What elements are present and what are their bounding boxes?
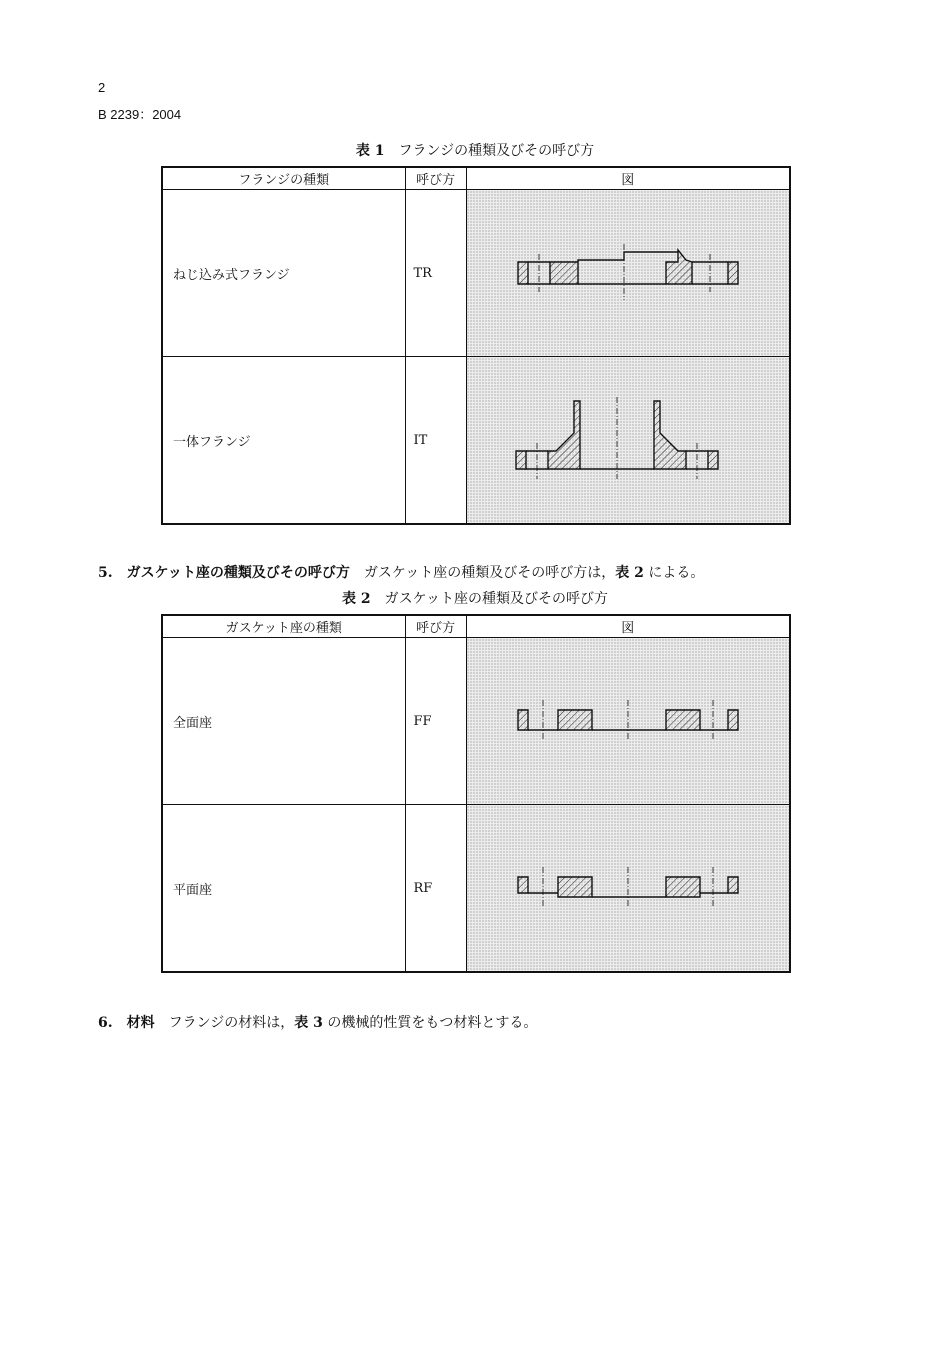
table1-col-figure: 図 xyxy=(466,167,790,190)
table2-caption xyxy=(0,588,950,608)
table2-col-kind: ガスケット座の種類 xyxy=(162,615,405,638)
table2-row2-kind: 平面座 xyxy=(162,805,405,973)
section5-text-after: による。 xyxy=(643,565,705,581)
table1-caption-title: フランジの種類及びその呼び方 xyxy=(398,143,595,159)
table1-row1-kind: ねじ込み式フランジ xyxy=(162,190,405,357)
section6-heading: 材料 xyxy=(126,1015,155,1031)
table1-row1-code: TR xyxy=(405,190,466,357)
table1-caption-number: 表 1 xyxy=(355,143,385,159)
table-row xyxy=(162,638,790,805)
section6-paragraph xyxy=(98,1012,537,1032)
table1-row2-code: IT xyxy=(405,357,466,525)
page-number: 2 xyxy=(98,80,106,95)
table-row xyxy=(162,357,790,525)
table2-header-row xyxy=(162,615,790,638)
table-row xyxy=(162,190,790,357)
raised-face-drawing-icon xyxy=(508,863,748,913)
section5-number: 5. xyxy=(98,565,113,581)
table2 xyxy=(161,614,791,973)
section6-number: 6. xyxy=(98,1015,113,1031)
table1-col-code: 呼び方 xyxy=(405,167,466,190)
table2-row1-code: FF xyxy=(405,638,466,805)
table1-row2-kind: 一体フランジ xyxy=(162,357,405,525)
table2-col-code: 呼び方 xyxy=(405,615,466,638)
table1-row1-figure xyxy=(466,190,790,357)
section6-text-after: の機械的性質をもつ材料とする。 xyxy=(322,1015,538,1031)
table1-col-kind: フランジの種類 xyxy=(162,167,405,190)
section6-text-before: フランジの材料は， xyxy=(168,1015,295,1031)
section5-text-before: ガスケット座の種類及びその呼び方は， xyxy=(363,565,616,581)
standard-id: B 2239：2004 xyxy=(98,107,182,122)
table1 xyxy=(161,166,791,525)
flat-face-drawing-icon xyxy=(508,696,748,746)
table-row xyxy=(162,805,790,973)
table1-header-row xyxy=(162,167,790,190)
section5-paragraph xyxy=(98,562,704,582)
table2-row2-figure xyxy=(466,805,790,973)
table1-caption xyxy=(0,140,950,160)
table2-caption-title: ガスケット座の種類及びその呼び方 xyxy=(384,591,608,607)
section6-table-ref: 表 3 xyxy=(294,1015,323,1031)
table2-col-figure: 図 xyxy=(466,615,790,638)
section5-table-ref: 表 2 xyxy=(615,565,644,581)
threaded-flange-drawing-icon xyxy=(508,238,748,308)
table2-row1-kind: 全面座 xyxy=(162,638,405,805)
table2-caption-number: 表 2 xyxy=(342,591,371,607)
table2-row1-figure xyxy=(466,638,790,805)
section5-heading: ガスケット座の種類及びその呼び方 xyxy=(126,565,350,581)
table2-row2-code: RF xyxy=(405,805,466,973)
integral-flange-drawing-icon xyxy=(508,395,748,485)
table1-row2-figure xyxy=(466,357,790,525)
